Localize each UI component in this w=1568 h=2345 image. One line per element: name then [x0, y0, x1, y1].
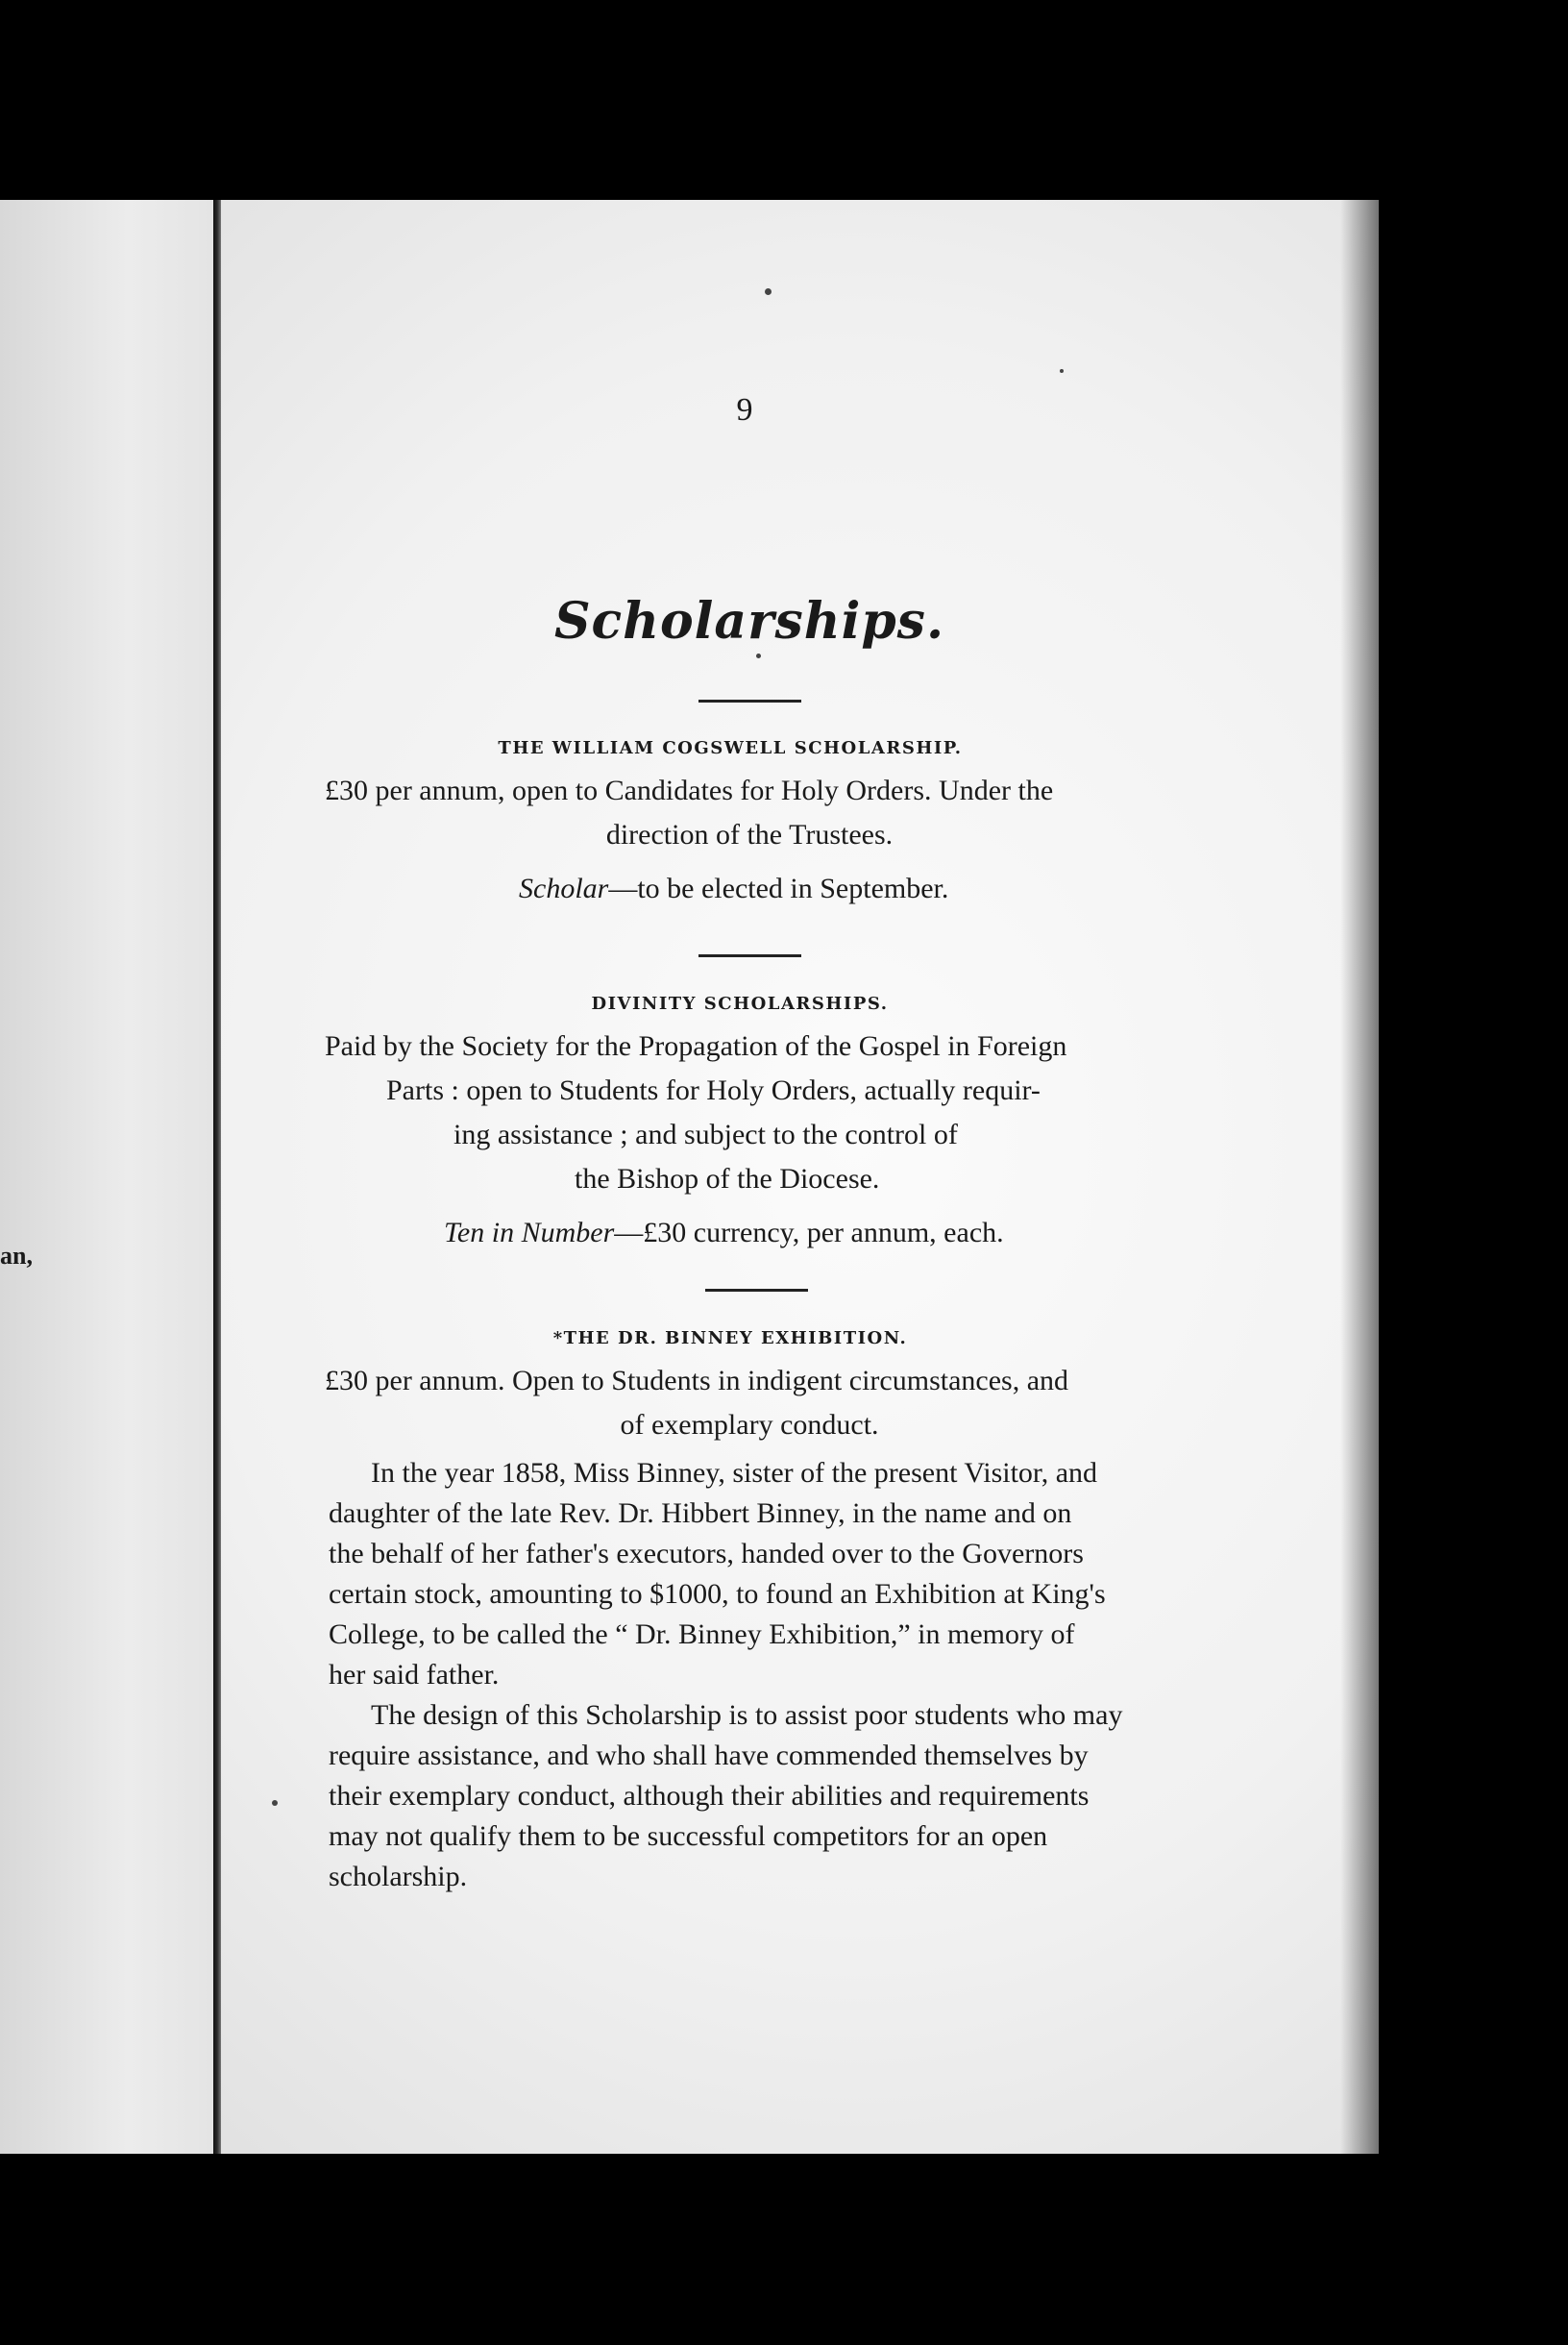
binney-para2-line-1: The design of this Scholarship is to assist poor students who may [371, 1699, 1123, 1731]
binney-para1-line-5: College, to be called the “ Dr. Binney Exhibition,” in memory of [329, 1618, 1075, 1650]
scan-speck [272, 1800, 278, 1806]
binney-para1-line-3: the behalf of her father's executors, handed over to the Governors [329, 1538, 1084, 1569]
divinity-number-text: —£30 currency, per annum, each. [614, 1217, 1004, 1248]
binney-line-1: £30 per annum. Open to Students in indigent circumstances, and [325, 1365, 1069, 1396]
section-title-binney: *THE DR. BINNEY EXHIBITION. [552, 1328, 908, 1348]
binney-para2-line-4: may not qualify them to be successful competitors for an open [329, 1820, 1048, 1852]
page-edge-shadow [1340, 200, 1379, 2154]
binney-para2-line-3: their exemplary conduct, although their abilities and requirements [329, 1780, 1090, 1812]
section-title-divinity: DIVINITY SCHOLARSHIPS. [591, 994, 889, 1014]
cogswell-scholar-line [519, 875, 948, 903]
binney-para1-line-6: her said father. [329, 1659, 500, 1691]
left-page-edge [0, 200, 213, 2154]
binney-line-2: of exemplary conduct. [620, 1409, 879, 1441]
divider-rule [705, 1289, 808, 1292]
divinity-line-3: ing assistance ; and subject to the control of [453, 1119, 958, 1150]
scan-speck [756, 654, 761, 658]
divider-rule [698, 954, 801, 957]
divinity-line-1: Paid by the Society for the Propagation of the Gospel in Foreign [325, 1030, 1067, 1062]
divinity-number-label: Ten in Number [444, 1217, 615, 1248]
binney-para1-line-4: certain stock, amounting to $1000, to found an Exhibition at King's [329, 1578, 1106, 1610]
binney-para1-line-2: daughter of the late Rev. Dr. Hibbert Binney, in the name and on [329, 1497, 1072, 1529]
divinity-line-4: the Bishop of the Diocese. [575, 1163, 880, 1195]
divinity-line-2: Parts : open to Students for Holy Orders, actually requir- [386, 1074, 1041, 1106]
divider-rule [698, 700, 801, 703]
book-gutter [213, 200, 221, 2154]
left-page-text-fragment: an, [0, 1242, 33, 1270]
scan-speck [765, 288, 772, 295]
cogswell-line-1: £30 per annum, open to Candidates for Holy Orders. Under the [325, 775, 1054, 806]
scanned-page-spread [0, 200, 1379, 2154]
cogswell-scholar-label: Scholar [519, 873, 609, 904]
binney-para2-line-5: scholarship. [329, 1861, 468, 1892]
section-title-cogswell: THE WILLIAM COGSWELL SCHOLARSHIP. [498, 738, 963, 758]
page-number: 9 [736, 392, 753, 428]
scan-speck [1060, 369, 1064, 373]
binney-para1-line-1: In the year 1858, Miss Binney, sister of the present Visitor, and [371, 1457, 1098, 1489]
page-heading: Scholarships. [553, 592, 945, 651]
binney-para2-line-2: require assistance, and who shall have commended themselves by [329, 1740, 1089, 1771]
cogswell-scholar-text: —to be elected in September. [608, 873, 949, 904]
cogswell-line-2: direction of the Trustees. [605, 819, 894, 851]
divinity-number-line [444, 1219, 1004, 1247]
